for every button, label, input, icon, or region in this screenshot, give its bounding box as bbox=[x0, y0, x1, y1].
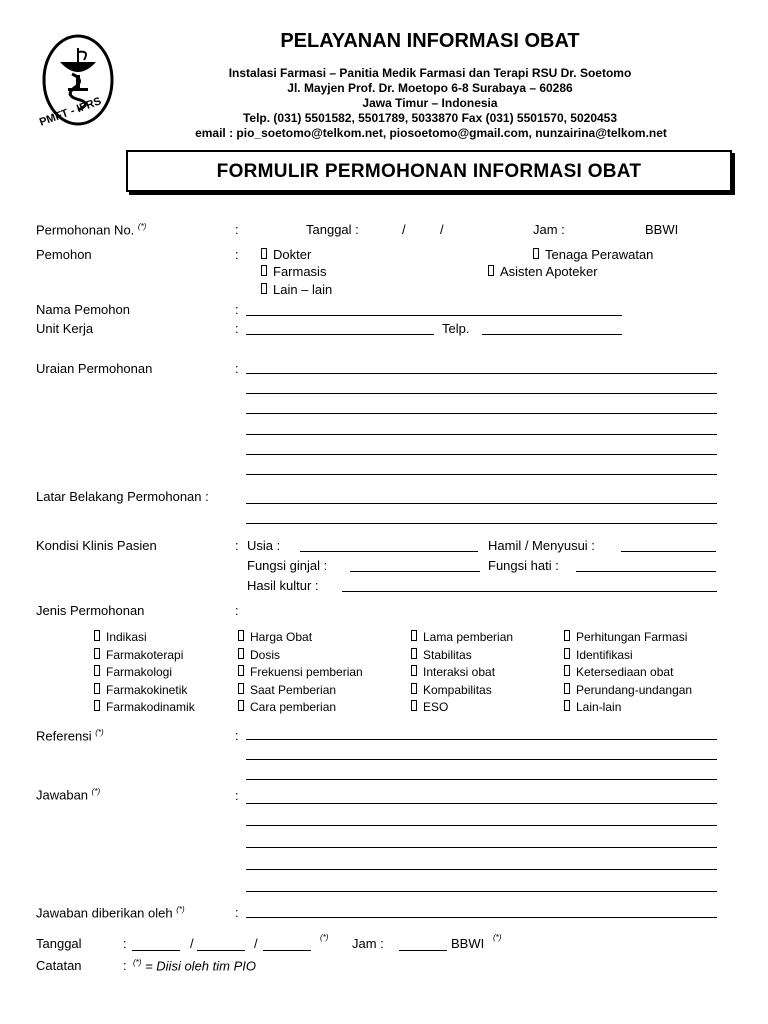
uraian-line[interactable] bbox=[246, 474, 717, 475]
option-stabilitas[interactable]: Stabilitas bbox=[411, 647, 513, 665]
fungsi-hati-field[interactable] bbox=[576, 571, 716, 572]
checkbox[interactable] bbox=[533, 248, 539, 259]
permohonan-no-label: Permohonan No. (*) bbox=[36, 222, 147, 238]
catatan-note: (*) = Diisi oleh tim PIO bbox=[133, 958, 256, 974]
checkbox[interactable] bbox=[94, 683, 100, 694]
option-saat-pemberian[interactable]: Saat Pemberian bbox=[238, 682, 363, 700]
option-cara-pemberian[interactable]: Cara pemberian bbox=[238, 699, 363, 717]
option-frekuensi-pemberian[interactable]: Frekuensi pemberian bbox=[238, 664, 363, 682]
checkbox[interactable] bbox=[238, 630, 244, 641]
colon: : bbox=[235, 728, 239, 743]
checkbox[interactable] bbox=[94, 648, 100, 659]
uraian-line[interactable] bbox=[246, 434, 717, 435]
bbwi-label: BBWI bbox=[645, 222, 679, 237]
header-line-3: Jawa Timur – Indonesia bbox=[362, 96, 498, 110]
colon: : bbox=[235, 603, 239, 618]
option-farmakologi[interactable]: Farmakologi bbox=[94, 664, 195, 682]
hasil-kultur-label: Hasil kultur : bbox=[247, 578, 319, 593]
jenis-options-col-3 bbox=[411, 629, 513, 717]
colon: : bbox=[235, 222, 239, 237]
checkbox[interactable] bbox=[564, 700, 570, 711]
option-asisten-apoteker[interactable]: Asisten Apoteker bbox=[488, 264, 598, 279]
colon: : bbox=[235, 788, 239, 803]
checkbox[interactable] bbox=[564, 630, 570, 641]
referensi-line[interactable] bbox=[246, 759, 717, 760]
unit-kerja-field[interactable] bbox=[246, 334, 434, 335]
latar-belakang-line[interactable] bbox=[246, 523, 717, 524]
jawaban-line[interactable] bbox=[246, 847, 717, 848]
jawaban-line[interactable] bbox=[246, 891, 717, 892]
bbwi-bottom-label: BBWI bbox=[451, 936, 485, 951]
jenis-options-col-2 bbox=[238, 629, 363, 717]
option-farmakodinamik[interactable]: Farmakodinamik bbox=[94, 699, 195, 717]
colon: : bbox=[123, 936, 127, 951]
checkbox[interactable] bbox=[411, 665, 417, 676]
colon: : bbox=[235, 321, 239, 336]
date-slash: / bbox=[402, 222, 406, 237]
form-title: FORMULIR PERMOHONAN INFORMASI OBAT bbox=[216, 161, 642, 182]
checkbox[interactable] bbox=[238, 665, 244, 676]
checkbox[interactable] bbox=[94, 665, 100, 676]
option-lain-lain[interactable]: Lain – lain bbox=[261, 282, 332, 297]
kondisi-klinis-label: Kondisi Klinis Pasien bbox=[36, 538, 157, 553]
fungsi-ginjal-field[interactable] bbox=[350, 571, 480, 572]
option-dokter[interactable]: Dokter bbox=[261, 247, 311, 262]
referensi-label: Referensi (*) bbox=[36, 728, 104, 744]
option-kompabilitas[interactable]: Kompabilitas bbox=[411, 682, 513, 700]
uraian-permohonan-label: Uraian Permohonan bbox=[36, 361, 153, 376]
option-farmasis[interactable]: Farmasis bbox=[261, 264, 326, 279]
colon: : bbox=[123, 958, 127, 973]
telp-label: Telp. bbox=[442, 321, 470, 336]
option-perundang-undangan[interactable]: Perundang-undangan bbox=[564, 682, 692, 700]
colon: : bbox=[235, 361, 239, 376]
option-lama-pemberian[interactable]: Lama pemberian bbox=[411, 629, 513, 647]
option-indikasi[interactable]: Indikasi bbox=[94, 629, 195, 647]
latar-belakang-line[interactable] bbox=[246, 503, 717, 504]
mark: (*) bbox=[320, 933, 329, 942]
checkbox[interactable] bbox=[564, 665, 570, 676]
jawaban-label: Jawaban (*) bbox=[36, 787, 101, 803]
fungsi-hati-label: Fungsi hati : bbox=[488, 558, 559, 573]
checkbox[interactable] bbox=[238, 683, 244, 694]
tanggal-bottom-label: Tanggal bbox=[36, 936, 82, 951]
header-line-2: Jl. Mayjen Prof. Dr. Moetopo 6-8 Surabaya – 60286 bbox=[287, 81, 573, 95]
form-title-box bbox=[126, 150, 732, 192]
latar-belakang-label: Latar Belakang Permohonan : bbox=[36, 489, 209, 504]
fungsi-ginjal-label: Fungsi ginjal : bbox=[247, 558, 328, 573]
tanggal-label: Tanggal : bbox=[306, 222, 359, 237]
checkbox[interactable] bbox=[94, 630, 100, 641]
checkbox[interactable] bbox=[238, 700, 244, 711]
jam-bottom-field[interactable] bbox=[399, 950, 447, 951]
option-farmakokinetik[interactable]: Farmakokinetik bbox=[94, 682, 195, 700]
uraian-line[interactable] bbox=[246, 373, 717, 374]
uraian-line[interactable] bbox=[246, 454, 717, 455]
option-ketersediaan-obat[interactable]: Ketersediaan obat bbox=[564, 664, 692, 682]
referensi-line[interactable] bbox=[246, 779, 717, 780]
nama-pemohon-label: Nama Pemohon bbox=[36, 302, 130, 317]
colon: : bbox=[235, 538, 239, 553]
jenis-options-col-4 bbox=[564, 629, 692, 717]
option-identifikasi[interactable]: Identifikasi bbox=[564, 647, 692, 665]
option-tenaga-perawatan[interactable]: Tenaga Perawatan bbox=[533, 247, 653, 262]
hamil-menyusui-field[interactable] bbox=[621, 551, 716, 552]
date-slash: / bbox=[440, 222, 444, 237]
header-line-5: email : pio_soetomo@telkom.net, piosoetomo@gmail.com, nunzairina@telkom.net bbox=[195, 126, 667, 140]
checkbox[interactable] bbox=[411, 700, 417, 711]
colon: : bbox=[235, 247, 239, 262]
option-harga-obat[interactable]: Harga Obat bbox=[238, 629, 363, 647]
jawaban-line[interactable] bbox=[246, 803, 717, 804]
uraian-line[interactable] bbox=[246, 413, 717, 414]
checkbox[interactable] bbox=[411, 630, 417, 641]
header-line-1: Instalasi Farmasi – Panitia Medik Farmasi dan Terapi RSU Dr. Soetomo bbox=[228, 66, 632, 80]
date-slash: / bbox=[190, 936, 194, 951]
checkbox[interactable] bbox=[488, 265, 494, 276]
option-farmakoterapi[interactable]: Farmakoterapi bbox=[94, 647, 195, 665]
page-title: PELAYANAN INFORMASI OBAT bbox=[280, 30, 580, 52]
checkbox[interactable] bbox=[411, 648, 417, 659]
option-dosis[interactable]: Dosis bbox=[238, 647, 363, 665]
checkbox[interactable] bbox=[238, 648, 244, 659]
pmft-ifrs-logo bbox=[32, 30, 130, 130]
tanggal-day-field[interactable] bbox=[132, 950, 180, 951]
jawaban-line[interactable] bbox=[246, 825, 717, 826]
checkbox[interactable] bbox=[261, 248, 267, 259]
uraian-line[interactable] bbox=[246, 393, 717, 394]
catatan-label: Catatan bbox=[36, 958, 82, 973]
option-interaksi-obat[interactable]: Interaksi obat bbox=[411, 664, 513, 682]
jawaban-diberikan-oleh-field[interactable] bbox=[246, 917, 717, 918]
checkbox[interactable] bbox=[564, 683, 570, 694]
jam-label: Jam : bbox=[533, 222, 565, 237]
tanggal-year-field[interactable] bbox=[263, 950, 311, 951]
date-slash: / bbox=[254, 936, 258, 951]
hamil-menyusui-label: Hamil / Menyusui : bbox=[488, 538, 595, 553]
jawaban-line[interactable] bbox=[246, 869, 717, 870]
nama-pemohon-field[interactable] bbox=[246, 315, 622, 316]
checkbox[interactable] bbox=[261, 265, 267, 276]
jenis-options-col-1 bbox=[94, 629, 195, 717]
usia-field[interactable] bbox=[300, 551, 478, 552]
logo-text: PMFT - IFRS bbox=[37, 95, 103, 129]
telp-field[interactable] bbox=[482, 334, 622, 335]
jawaban-diberikan-oleh-label: Jawaban diberikan oleh (*) bbox=[36, 905, 185, 921]
checkbox[interactable] bbox=[564, 648, 570, 659]
jam-bottom-label: Jam : bbox=[352, 936, 384, 951]
option-perhitungan-farmasi[interactable]: Perhitungan Farmasi bbox=[564, 629, 692, 647]
jenis-permohonan-label: Jenis Permohonan bbox=[36, 603, 145, 618]
checkbox[interactable] bbox=[261, 283, 267, 294]
checkbox[interactable] bbox=[94, 700, 100, 711]
tanggal-month-field[interactable] bbox=[197, 950, 245, 951]
colon: : bbox=[235, 905, 239, 920]
referensi-line[interactable] bbox=[246, 739, 717, 740]
header-line-4: Telp. (031) 5501582, 5501789, 5033870 Fax (031) 5501570, 5020453 bbox=[242, 111, 618, 125]
mark: (*) bbox=[493, 933, 502, 942]
hasil-kultur-field[interactable] bbox=[342, 591, 717, 592]
pemohon-label: Pemohon bbox=[36, 247, 92, 262]
option-eso[interactable]: ESO bbox=[411, 699, 513, 717]
colon: : bbox=[235, 302, 239, 317]
option-lain-lain-jenis[interactable]: Lain-lain bbox=[564, 699, 692, 717]
unit-kerja-label: Unit Kerja bbox=[36, 321, 94, 336]
checkbox[interactable] bbox=[411, 683, 417, 694]
usia-label: Usia : bbox=[247, 538, 281, 553]
